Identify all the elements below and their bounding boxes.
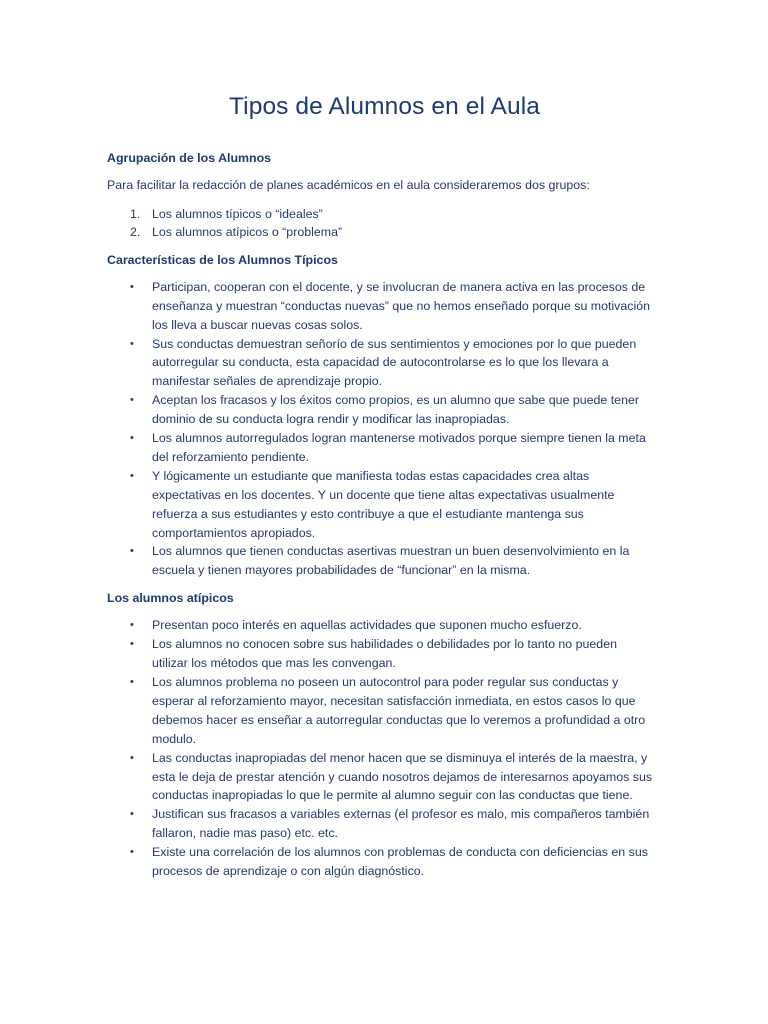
- bullet-line: enseñanza y muestran “conductas nuevas” que no hemos enseñado porque su motivación: [152, 298, 651, 313]
- list-item-text: Los alumnos típicos o “ideales”: [152, 206, 323, 221]
- bullet-line: modulo.: [152, 731, 197, 746]
- bullet-icon: •: [130, 469, 134, 482]
- bullet-line: Los alumnos que tienen conductas asertivas muestran un buen desenvolvimiento en la: [152, 544, 630, 559]
- section-atipicos: [107, 590, 662, 881]
- bullet-item: [107, 542, 662, 580]
- bullet-icon: •: [130, 751, 134, 764]
- section-heading: Agrupación de los Alumnos: [107, 151, 272, 165]
- bullet-line: manifestar señales de aprendizaje propio.: [152, 374, 383, 389]
- bullet-item: [107, 335, 662, 392]
- bullet-item: [107, 673, 662, 749]
- bullet-line: comportamientos apropiados.: [152, 525, 316, 540]
- bullet-icon: •: [130, 808, 134, 821]
- bullet-line: utilizar los métodos que mas les convengan.: [152, 656, 396, 671]
- list-number: 2.: [130, 225, 141, 240]
- bullet-icon: •: [130, 394, 134, 407]
- bullet-icon: •: [130, 432, 134, 445]
- bullet-line: debemos hacer es enseñar a autorregular conductas que lo veremos a profundidad a otro: [152, 712, 646, 727]
- bullet-icon: •: [130, 676, 134, 688]
- bullet-line: dominio de su conducta logra rendir y modificar las inapropiadas.: [152, 412, 510, 427]
- bullet-item: [107, 843, 662, 881]
- intro-paragraph: Para facilitar la redacción de planes académicos en el aula consideraremos dos grupos:: [107, 178, 590, 192]
- bullet-icon: •: [130, 337, 134, 350]
- bullet-item: [107, 749, 662, 806]
- list-number: 1.: [130, 206, 141, 221]
- bullet-line: Sus conductas demuestran señorío de sus sentimientos y emociones por lo que pueden: [152, 336, 637, 351]
- bullet-line: esta le deja de prestar atención y cuando nosotros dejamos de interesarnos apoyamos sus: [152, 769, 653, 784]
- section-heading: Características de los Alumnos Típicos: [107, 252, 338, 267]
- section-tipicos: [107, 252, 662, 581]
- bullet-item: [107, 429, 662, 467]
- bullet-icon: •: [130, 638, 134, 651]
- bullet-line: refuerza a sus estudiantes y esto contribuye a que el estudiante mantenga sus: [152, 506, 584, 521]
- bullet-line: Las conductas inapropiadas del menor hacen que se disminuya el interés de la maestra, y: [152, 750, 648, 765]
- bullet-list: [107, 278, 662, 581]
- document-title: Tipos de Alumnos en el Aula: [229, 93, 540, 120]
- bullet-line: procesos de aprendizaje o con algún diagnóstico.: [152, 864, 425, 879]
- bullet-line: conductas inapropiadas lo que le permite al alumno seguir con las conductas que tiene.: [152, 788, 633, 803]
- bullet-icon: •: [130, 545, 134, 558]
- bullet-list: [107, 616, 662, 881]
- bullet-item: [107, 616, 662, 635]
- bullet-item: [107, 805, 662, 843]
- bullet-item: [107, 278, 662, 335]
- bullet-item: [107, 635, 662, 673]
- numbered-list: [107, 205, 662, 242]
- bullet-line: Presentan poco interés en aquellas actividades que suponen mucho esfuerzo.: [152, 618, 582, 633]
- bullet-line: autorregular su conducta, esta capacidad de autocontrolarse es lo que los llevara a: [152, 355, 609, 370]
- bullet-line: Los alumnos no conocen sobre sus habilidades o debilidades por lo tanto no pueden: [152, 637, 617, 652]
- bullet-line: Y lógicamente un estudiante que manifiesta todas estas capacidades crea altas: [152, 468, 590, 483]
- list-item: [107, 205, 662, 224]
- bullet-icon: •: [130, 619, 134, 632]
- bullet-line: Participan, cooperan con el docente, y se involucran de manera activa en las procesos de: [152, 279, 646, 294]
- list-item-text: Los alumnos atípicos o “problema”: [152, 225, 343, 240]
- section-agrupacion: [107, 150, 662, 242]
- bullet-item: [107, 467, 662, 543]
- bullet-line: esperar al reforzamiento mayor, necesitan satisfacción inmediata, en estos casos lo que: [152, 693, 636, 708]
- bullet-item: [107, 391, 662, 429]
- bullet-line: Existe una correlación de los alumnos con problemas de conducta con deficiencias en sus: [152, 845, 648, 860]
- bullet-line: Los alumnos autorregulados logran mantenerse motivados porque siempre tienen la meta: [152, 431, 646, 446]
- bullet-line: fallaron, nadie mas paso) etc. etc.: [152, 826, 338, 841]
- bullet-line: expectativas en los docentes. Y un docente que tiene altas expectativas usualmente: [152, 487, 615, 502]
- bullet-icon: •: [130, 280, 134, 293]
- section-heading: Los alumnos atípicos: [107, 591, 234, 606]
- bullet-line: escuela y tienen mayores probabilidades de “funcionar” en la misma.: [152, 563, 531, 578]
- bullet-line: los lleva a buscar nuevas cosas solos.: [152, 317, 363, 332]
- list-item: [107, 223, 662, 242]
- bullet-line: Los alumnos problema no poseen un autocontrol para poder regular sus conductas y: [152, 675, 619, 689]
- bullet-line: Aceptan los fracasos y los éxitos como propios, es un alumno que sabe que puede tener: [152, 393, 639, 408]
- bullet-line: del reforzamiento pendiente.: [152, 449, 310, 464]
- bullet-icon: •: [130, 846, 134, 859]
- bullet-line: Justifican sus fracasos a variables externas (el profesor es malo, mis compañeros también: [152, 807, 650, 822]
